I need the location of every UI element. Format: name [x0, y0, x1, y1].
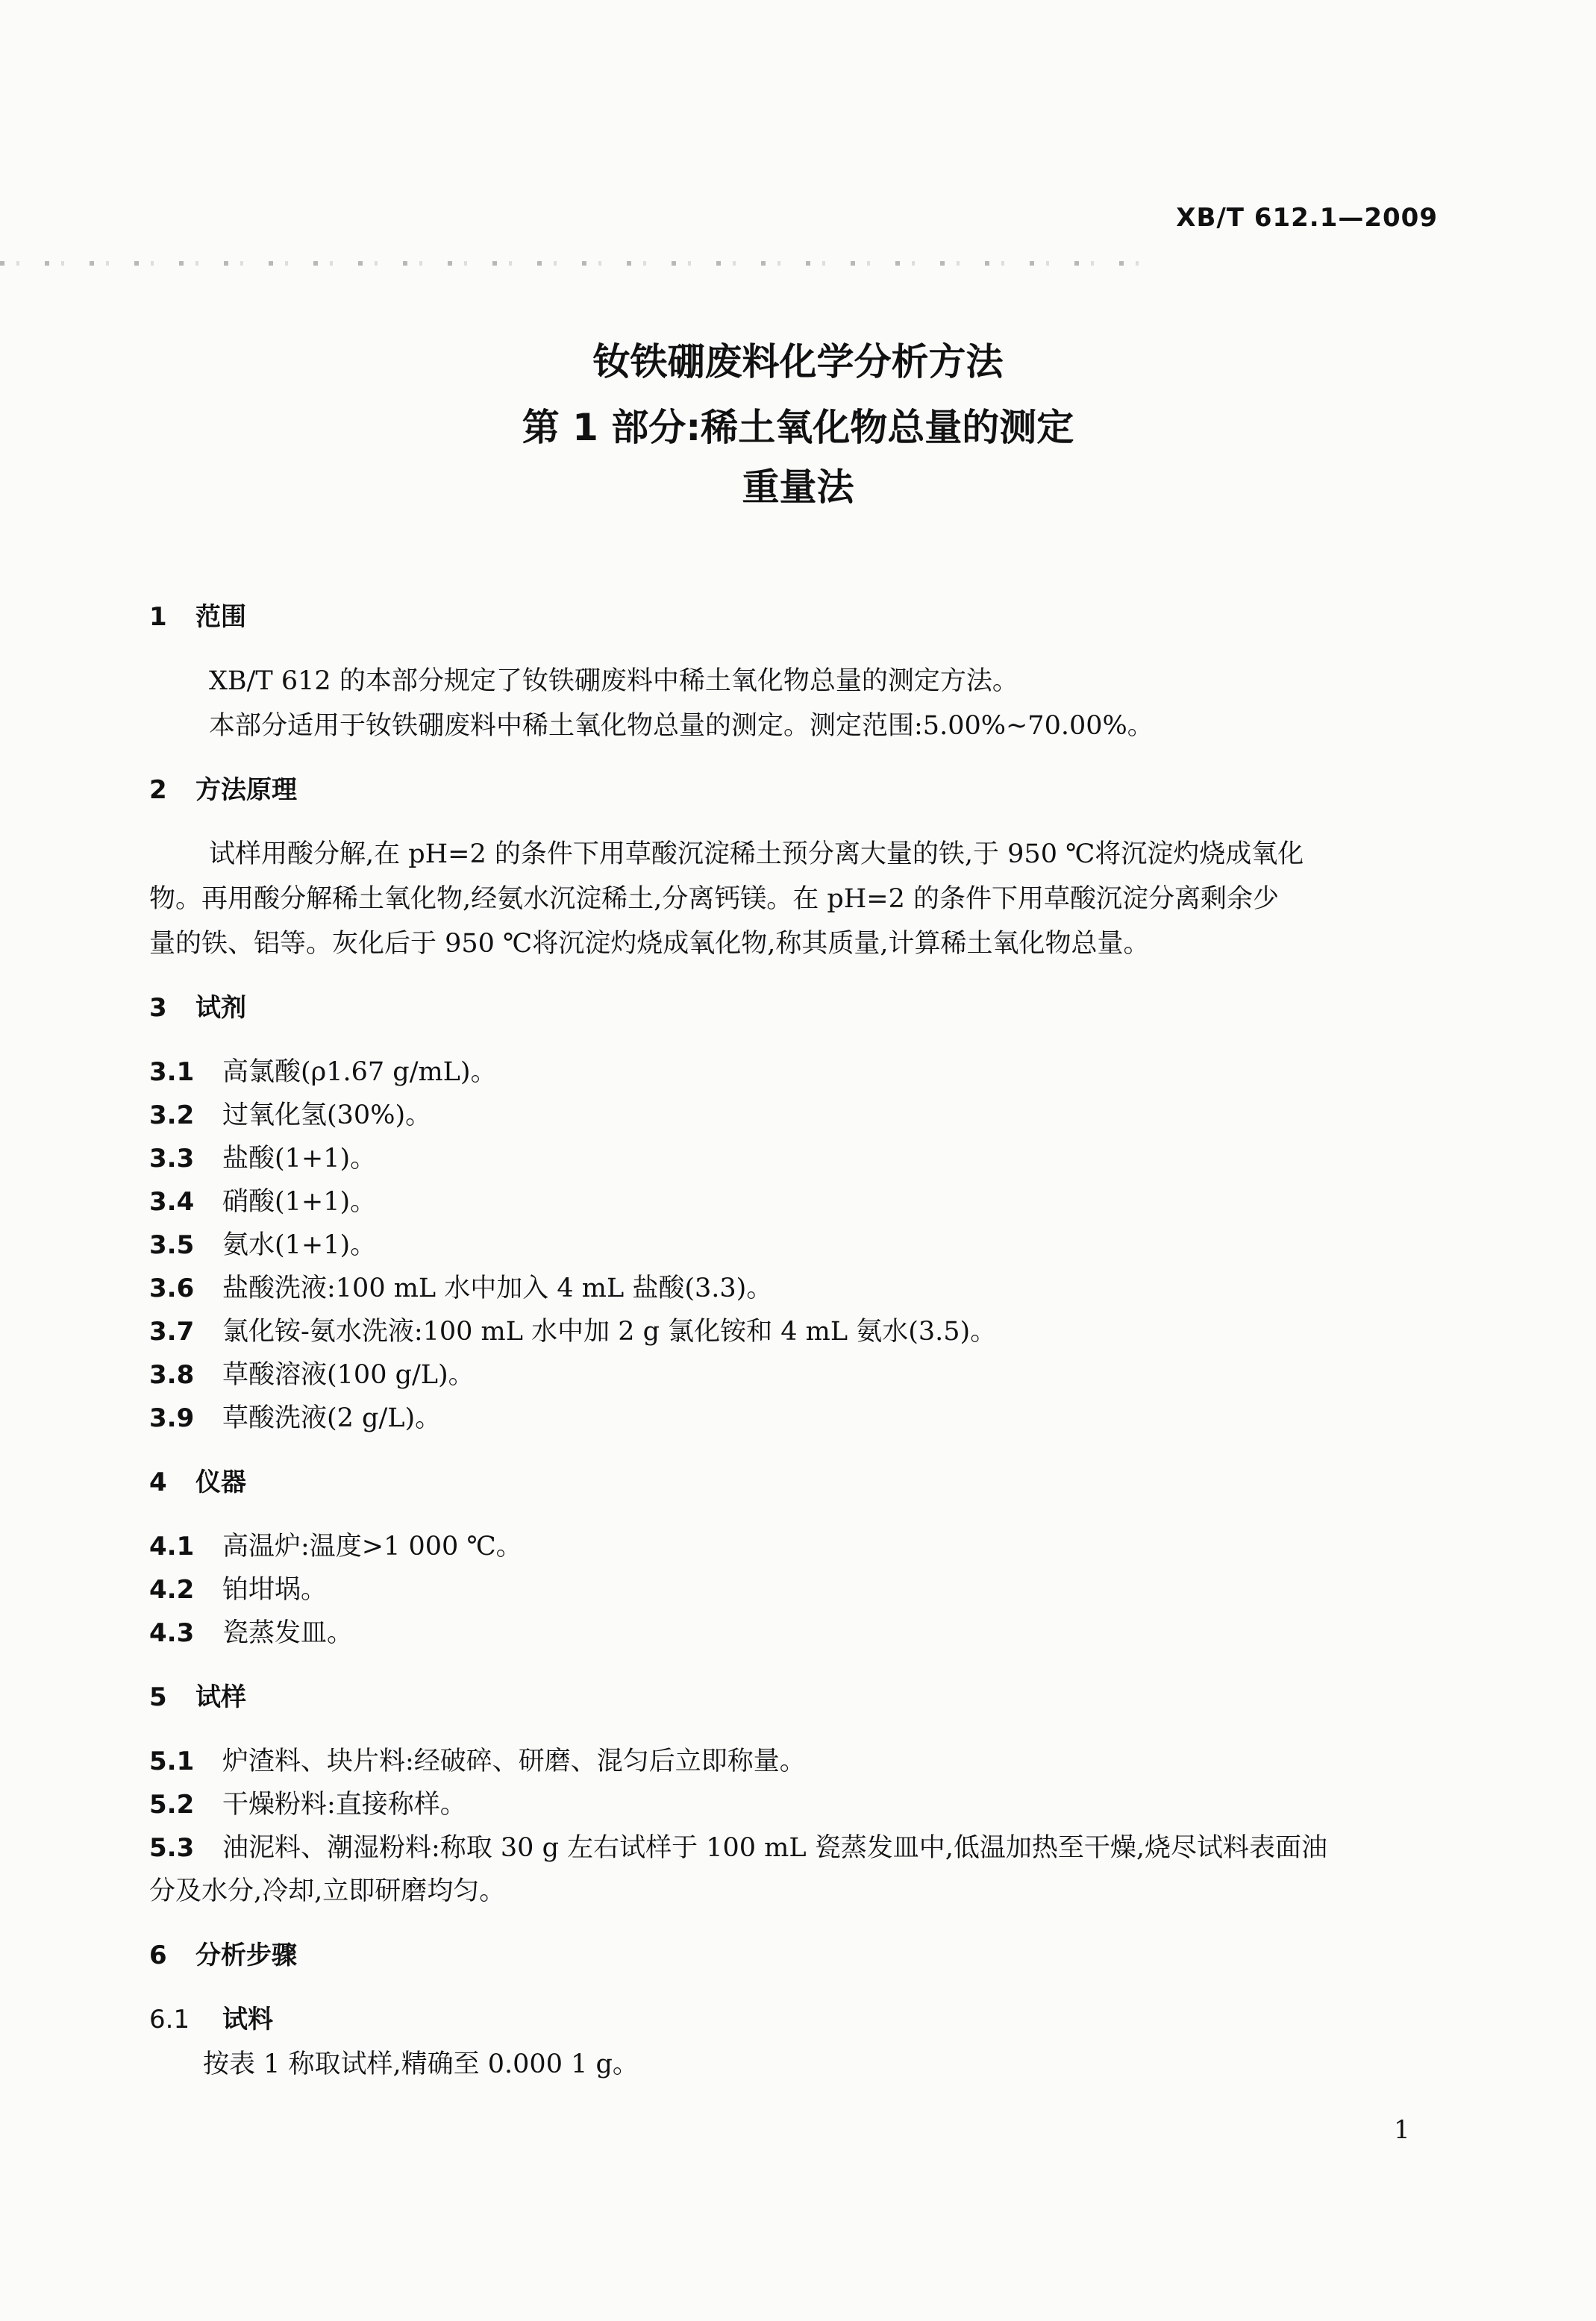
item-number: 3.8	[149, 1360, 195, 1390]
section-title: 范围	[195, 602, 246, 632]
item-number: 5.1	[149, 1747, 195, 1776]
section-number: 6	[149, 1941, 167, 1970]
section-number: 2	[149, 775, 167, 805]
item-text: 高氯酸(ρ1.67 g/mL)。	[222, 1057, 497, 1087]
section-number: 1	[149, 602, 167, 632]
item-text: 油泥料、潮湿粉料:称取 30 g 左右试样于 100 mL 瓷蒸发皿中,低温加热至干燥,烧尽试料表面油	[222, 1833, 1327, 1863]
item-number: 3.9	[149, 1403, 195, 1433]
item-text: 草酸溶液(100 g/L)。	[222, 1360, 475, 1390]
item-number: 4.3	[149, 1618, 195, 1648]
title-line-1: 钕铁硼废料化学分析方法	[592, 340, 1004, 383]
section-title: 试样	[195, 1682, 246, 1712]
item-text: 干燥粉料:直接称样。	[222, 1790, 466, 1820]
item-number: 3.7	[149, 1317, 195, 1347]
item-text: 氨水(1+1)。	[222, 1230, 377, 1260]
item-number: 5.2	[149, 1790, 195, 1820]
item-text: 硝酸(1+1)。	[222, 1187, 377, 1217]
item-text: 过氧化氢(30%)。	[222, 1100, 432, 1130]
paragraph: 按表 1 称取试样,精确至 0.000 1 g。	[203, 2049, 639, 2079]
item-number: 5.3	[149, 1833, 195, 1863]
item-text: 盐酸洗液:100 mL 水中加入 4 mL 盐酸(3.3)。	[222, 1274, 773, 1303]
title-line-2: 第 1 部分:稀土氧化物总量的测定	[522, 406, 1074, 449]
item-number: 3.3	[149, 1144, 195, 1174]
scan-artifact-line	[0, 261, 1164, 266]
item-text: 氯化铵-氨水洗液:100 mL 水中加 2 g 氯化铵和 4 mL 氨水(3.5)。	[222, 1317, 997, 1347]
paragraph: XB/T 612 的本部分规定了钕铁硼废料中稀土氧化物总量的测定方法。	[209, 666, 1018, 696]
section-title: 方法原理	[195, 775, 297, 805]
item-text: 瓷蒸发皿。	[222, 1618, 354, 1648]
item-text: 高温炉:温度>1 000 ℃。	[222, 1532, 522, 1562]
section-number: 5	[149, 1682, 167, 1712]
section-number: 3	[149, 993, 167, 1023]
item-number: 4.2	[149, 1575, 195, 1605]
section-title: 仪器	[195, 1468, 246, 1497]
item-number: 3.6	[149, 1274, 195, 1303]
paragraph-line: 量的铁、铝等。灰化后于 950 ℃将沉淀灼烧成氧化物,称其质量,计算稀土氧化物总量。	[149, 929, 1150, 959]
item-text: 铂坩埚。	[222, 1575, 328, 1605]
paragraph: 本部分适用于钕铁硼废料中稀土氧化物总量的测定。测定范围:5.00%~70.00%。	[209, 711, 1154, 741]
section-title: 分析步骤	[195, 1941, 297, 1970]
subsection-title: 试料	[222, 2005, 273, 2035]
item-text: 草酸洗液(2 g/L)。	[222, 1403, 442, 1433]
item-number: 3.2	[149, 1100, 195, 1130]
item-number: 4.1	[149, 1532, 195, 1562]
title-line-3: 重量法	[742, 466, 854, 509]
section-title: 试剂	[195, 993, 246, 1023]
item-number: 3.4	[149, 1187, 195, 1217]
item-text: 盐酸(1+1)。	[222, 1144, 377, 1174]
subsection-number: 6.1	[149, 2005, 190, 2035]
paragraph-line: 试样用酸分解,在 pH=2 的条件下用草酸沉淀稀土预分离大量的铁,于 950 ℃将沉淀灼烧成氧化	[209, 839, 1304, 869]
item-number: 3.1	[149, 1057, 195, 1087]
section-number: 4	[149, 1468, 167, 1497]
standard-code: XB/T 612.1—2009	[1176, 203, 1438, 233]
item-number: 3.5	[149, 1230, 195, 1260]
page-number: 1	[1394, 2115, 1410, 2145]
paragraph-line: 分及水分,冷却,立即研磨均匀。	[149, 1876, 506, 1906]
item-text: 炉渣料、块片料:经破碎、研磨、混匀后立即称量。	[222, 1747, 806, 1776]
paragraph-line: 物。再用酸分解稀土氧化物,经氨水沉淀稀土,分离钙镁。在 pH=2 的条件下用草酸沉淀分离剩余少	[149, 884, 1280, 914]
